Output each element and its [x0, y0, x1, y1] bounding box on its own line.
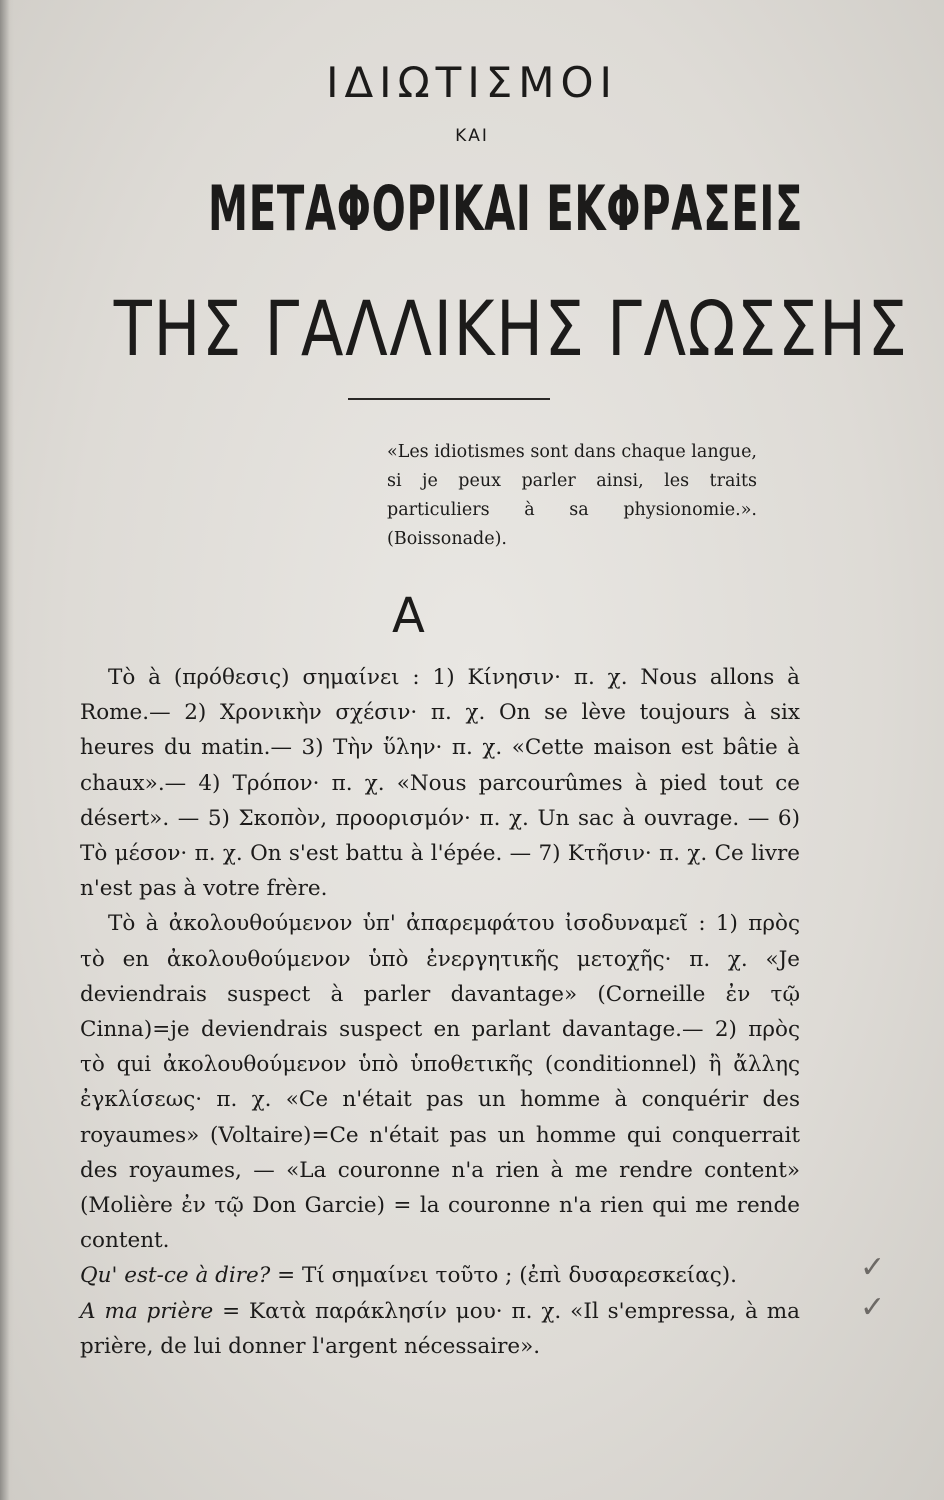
- body-text: [80, 660, 800, 1364]
- title-line-2: ΚΑΙ: [455, 126, 489, 146]
- title-rule: [348, 398, 550, 400]
- check-mark-icon: ✓: [860, 1290, 886, 1325]
- entry: [80, 1258, 800, 1293]
- page-edge-shadow: [0, 0, 14, 1500]
- entry-definition: = Κατὰ παράκλησίν μου· π. χ. «Il s'empressa, à ma prière, de lui donner l'argent nécessaire».: [80, 1298, 800, 1359]
- check-mark-icon: ✓: [860, 1250, 886, 1285]
- title-line-3: ΜΕΤΑΦΟΡΙΚΑΙ ΕΚΦΡΑΣΕΙΣ: [207, 172, 804, 245]
- entry-term: Qu' est-ce à dire?: [80, 1263, 271, 1289]
- section-letter: Α: [392, 588, 425, 644]
- entry: [80, 1294, 800, 1364]
- title-line-1: ΙΔΙΩΤΙΣΜΟΙ: [326, 58, 618, 107]
- entry-definition: = Τί σημαίνει τοῦτο ; (ἐπὶ δυσαρεσκείας).: [270, 1263, 737, 1289]
- title-line-4: ΤΗΣ ΓΑΛΛΙΚΗΣ ΓΛΩΣΣΗΣ: [113, 284, 909, 373]
- epigraph: «Les idiotismes sont dans chaque langue, si je peux parler ainsi, les traits particuliers à sa physionomie.». (Boissonade).: [387, 442, 757, 549]
- entry-term: A ma prière: [80, 1298, 214, 1324]
- pencil-check-marks: [860, 1248, 885, 1328]
- paragraph: Τὸ à ἀκολουθούμενον ὑπ' ἀπαρεμφάτου ἰσοδυναμεῖ : 1) πρὸς τὸ en ἀκολουθούμενον ὑπὸ ἐνεργητικῆς μετοχῆς· π. χ. «Je deviendrais suspect à parler davantage» (Corneille ἐν τῷ Cinna)=je deviendrais suspect en parlant davantage.— 2) πρὸς τὸ qui ἀκολουθούμενον ὑπὸ ὑποθετικῆς (conditionnel) ἢ ἄλλης ἐγκλίσεως· π. χ. «Ce n'était pas un homme à conquérir des royaumes» (Voltaire)=Ce n'était pas un homme qui conquerrait des royaumes, — «La couronne n'a rien à me rendre content» (Molière ἐν τῷ Don Garcie) = la couronne n'a rien qui me rende content.: [80, 911, 800, 1254]
- paragraph: Τὸ à (πρόθεσις) σημαίνει : 1) Κίνησιν· π. χ. Nous allons à Rome.— 2) Χρονικὴν σχέσιν· π. χ. On se lève toujours à six heures du matin.— 3) Τὴν ὕλην· π. χ. «Cette maison est bâtie à chaux».— 4) Τρόπον· π. χ. «Nous parcourûmes à pied tout ce désert». — 5) Σκοπὸν, προορισμόν· π. χ. Un sac à ouvrage. — 6) Τὸ μέσον· π. χ. On s'est battu à l'épée. — 7) Κτῆσιν· π. χ. Ce livre n'est pas à votre frère.: [80, 665, 800, 902]
